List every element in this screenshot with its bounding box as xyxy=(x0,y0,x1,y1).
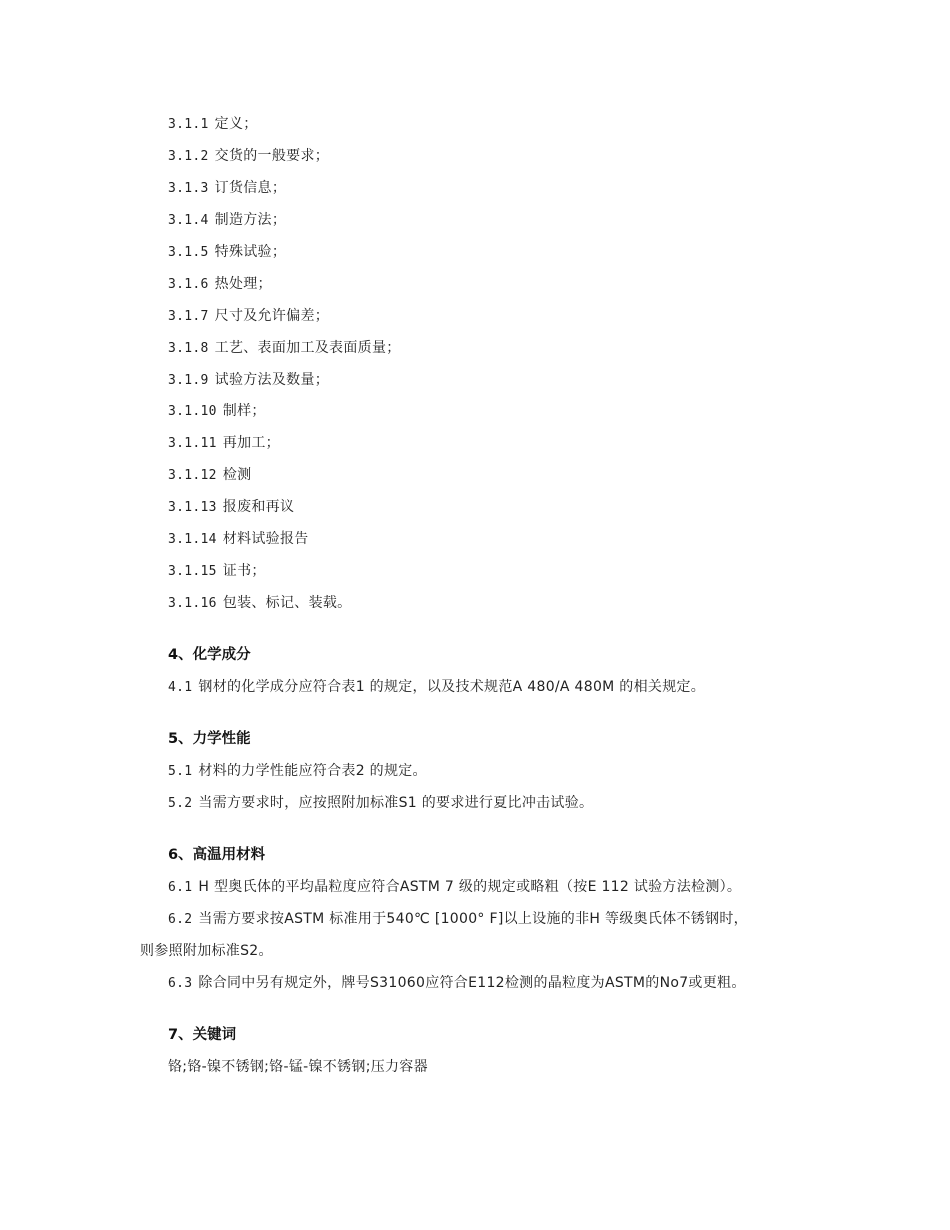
item-number: 3.1.11 xyxy=(168,436,217,451)
item-number: 3.1.10 xyxy=(168,404,217,419)
item-text: 尺寸及允许偏差； xyxy=(214,308,330,324)
item-number: 3.1.1 xyxy=(168,117,209,132)
paragraph-number: 4.1 xyxy=(168,680,193,695)
list-item xyxy=(168,306,329,327)
item-text: 证书； xyxy=(222,563,266,579)
item-number: 3.1.12 xyxy=(168,468,217,483)
paragraph xyxy=(168,761,427,782)
item-text: 交货的一般要求； xyxy=(214,148,330,164)
list-item xyxy=(168,433,280,454)
item-number: 3.1.6 xyxy=(168,277,209,292)
list-item xyxy=(168,401,266,422)
item-text: 报废和再议 xyxy=(222,499,295,515)
item-text: 制样； xyxy=(222,403,266,419)
paragraph xyxy=(168,877,741,898)
list-item xyxy=(168,274,272,295)
list-item xyxy=(168,497,294,518)
paragraph-text: H 型奥氏体的平均晶粒度应符合ASTM 7 级的规定或略粗（按E 112 试验方法检测）。 xyxy=(198,879,742,895)
item-number: 3.1.3 xyxy=(168,181,209,196)
item-text: 制造方法； xyxy=(214,212,287,228)
list-item xyxy=(168,114,258,135)
item-text: 检测 xyxy=(222,467,252,483)
paragraph-text: 除合同中另有规定外，牌号S31060应符合E112检测的晶粒度为ASTM的No7或更粗。 xyxy=(198,975,746,991)
item-text: 试验方法及数量； xyxy=(214,372,330,388)
item-number: 3.1.9 xyxy=(168,373,209,388)
paragraph-number: 5.2 xyxy=(168,796,193,811)
item-number: 3.1.14 xyxy=(168,532,217,547)
item-text: 再加工； xyxy=(222,435,280,451)
item-text: 特殊试验； xyxy=(214,244,287,260)
item-number: 3.1.8 xyxy=(168,341,209,356)
item-text: 包装、标记、装载。 xyxy=(222,595,352,611)
item-number: 3.1.5 xyxy=(168,245,209,260)
paragraph-number: 6.3 xyxy=(168,976,193,991)
paragraph-text: 当需方要求按ASTM 标准用于540℃ [1000° F]以上设施的非H 等级奥氏体不锈钢时， xyxy=(198,911,748,927)
item-text: 定义； xyxy=(214,116,258,132)
item-number: 3.1.16 xyxy=(168,596,217,611)
list-item xyxy=(168,178,286,199)
paragraph-number: 6.1 xyxy=(168,880,193,895)
list-item xyxy=(168,210,286,231)
section-heading: 5、力学性能 xyxy=(168,731,251,747)
list-item xyxy=(168,561,266,582)
item-number: 3.1.13 xyxy=(168,500,217,515)
section-heading: 7、关键词 xyxy=(168,1027,237,1043)
section-heading: 6、高温用材料 xyxy=(168,847,266,863)
item-number: 3.1.7 xyxy=(168,309,209,324)
item-number: 3.1.15 xyxy=(168,564,217,579)
item-number: 3.1.2 xyxy=(168,149,209,164)
section-heading: 4、化学成分 xyxy=(168,647,251,663)
list-item xyxy=(168,370,329,391)
paragraph-text: 材料的力学性能应符合表2 的规定。 xyxy=(198,763,427,779)
paragraph-text: 当需方要求时，应按照附加标准S1 的要求进行夏比冲击试验。 xyxy=(198,795,594,811)
paragraph-number: 5.1 xyxy=(168,764,193,779)
item-text: 热处理； xyxy=(214,276,272,292)
paragraph-continuation: 则参照附加标准S2。 xyxy=(140,943,273,959)
item-text: 工艺、表面加工及表面质量； xyxy=(214,340,401,356)
paragraph xyxy=(168,909,748,930)
item-number: 3.1.4 xyxy=(168,213,209,228)
list-item xyxy=(168,465,251,486)
paragraph xyxy=(168,677,705,698)
list-item xyxy=(168,593,351,614)
paragraph-number: 6.2 xyxy=(168,912,193,927)
list-item xyxy=(168,242,286,263)
list-item xyxy=(168,338,401,359)
item-text: 材料试验报告 xyxy=(222,531,309,547)
item-text: 订货信息； xyxy=(214,180,287,196)
keywords: 铬;铬-镍不锈钢;铬-锰-镍不锈钢;压力容器 xyxy=(168,1059,428,1075)
paragraph xyxy=(168,973,746,994)
list-item xyxy=(168,146,329,167)
list-item xyxy=(168,529,309,550)
paragraph-text: 钢材的化学成分应符合表1 的规定，以及技术规范A 480/A 480M 的相关规定。 xyxy=(198,679,706,695)
paragraph xyxy=(168,793,593,814)
